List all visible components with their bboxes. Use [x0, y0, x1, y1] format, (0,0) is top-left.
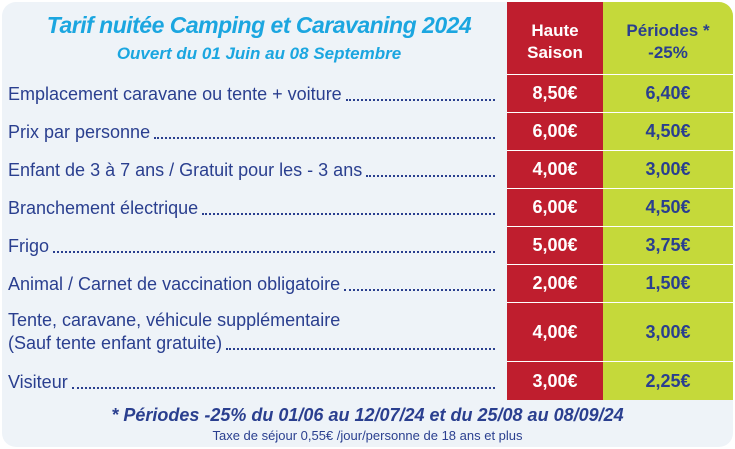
leader-dots: [72, 387, 495, 389]
page-subtitle: Ouvert du 01 Juin au 08 Septembre: [116, 44, 402, 63]
row-label-text: Frigo: [8, 236, 50, 256]
table-row: [2, 265, 733, 302]
periodes-price: 6,40€: [645, 83, 691, 103]
haute-header-line1: Haute: [531, 21, 579, 40]
periodes-price: 3,75€: [645, 235, 691, 255]
page-title: Tarif nuitée Camping et Caravaning 2024: [46, 12, 472, 38]
row-label: [8, 235, 499, 258]
periods-footnote: * Périodes -25% du 01/06 au 12/07/24 et du 25/08 au 08/09/24: [111, 405, 624, 425]
row-label-text: Animal / Carnet de vaccination obligatoire: [8, 274, 341, 294]
periodes-price: 4,50€: [645, 121, 691, 141]
haute-price: 6,00€: [532, 197, 578, 217]
table-row: [2, 75, 733, 112]
periodes-header-line1: Périodes *: [626, 21, 710, 40]
row-label: [8, 83, 499, 106]
row-label-line1: Tente, caravane, véhicule supplémentaire: [8, 310, 341, 330]
row-label-text: Branchement électrique: [8, 198, 199, 218]
periodes-price: 3,00€: [645, 159, 691, 179]
row-label: [8, 371, 499, 394]
leader-dots: [346, 99, 495, 101]
haute-price: 4,00€: [532, 159, 578, 179]
row-label-line2: (Sauf tente enfant gratuite): [8, 333, 223, 353]
haute-price: 4,00€: [532, 321, 578, 342]
haute-price: 2,00€: [532, 273, 578, 293]
table-row: [2, 227, 733, 264]
tourist-tax-note: Taxe de séjour 0,55€ /jour/personne de 18 ans et plus: [212, 428, 523, 443]
row-label: [8, 309, 499, 355]
haute-header-line2: Saison: [527, 43, 583, 62]
periodes-header-line2: -25%: [648, 43, 688, 62]
row-label: [8, 121, 499, 144]
leader-dots: [226, 348, 495, 350]
table-row: [2, 362, 733, 400]
row-label: [8, 197, 499, 220]
table-row: [2, 303, 733, 361]
row-label-text: Visiteur: [8, 372, 68, 392]
leader-dots: [202, 213, 495, 215]
periodes-price: 2,25€: [645, 370, 691, 391]
periodes-price: 1,50€: [645, 273, 691, 293]
periodes-header: [603, 12, 733, 72]
row-label: [8, 159, 499, 182]
leader-dots: [154, 137, 495, 139]
haute-price: 6,00€: [532, 121, 578, 141]
haute-price: 3,00€: [532, 370, 578, 391]
row-label-text: Emplacement caravane ou tente + voiture: [8, 84, 342, 104]
haute-saison-header: [507, 12, 603, 72]
row-label-text: Enfant de 3 à 7 ans / Gratuit pour les - 3 ans: [8, 160, 363, 180]
leader-dots: [344, 289, 495, 291]
tariff-card: [2, 2, 733, 447]
table-row: [2, 113, 733, 150]
periodes-price: 4,50€: [645, 197, 691, 217]
table-row: [2, 151, 733, 188]
leader-dots: [53, 251, 495, 253]
periodes-price: 3,00€: [645, 321, 691, 342]
row-label-text: Prix par personne: [8, 122, 151, 142]
haute-price: 8,50€: [532, 83, 578, 103]
haute-price: 5,00€: [532, 235, 578, 255]
row-label: [8, 273, 499, 296]
leader-dots: [366, 175, 495, 177]
table-row: [2, 189, 733, 226]
